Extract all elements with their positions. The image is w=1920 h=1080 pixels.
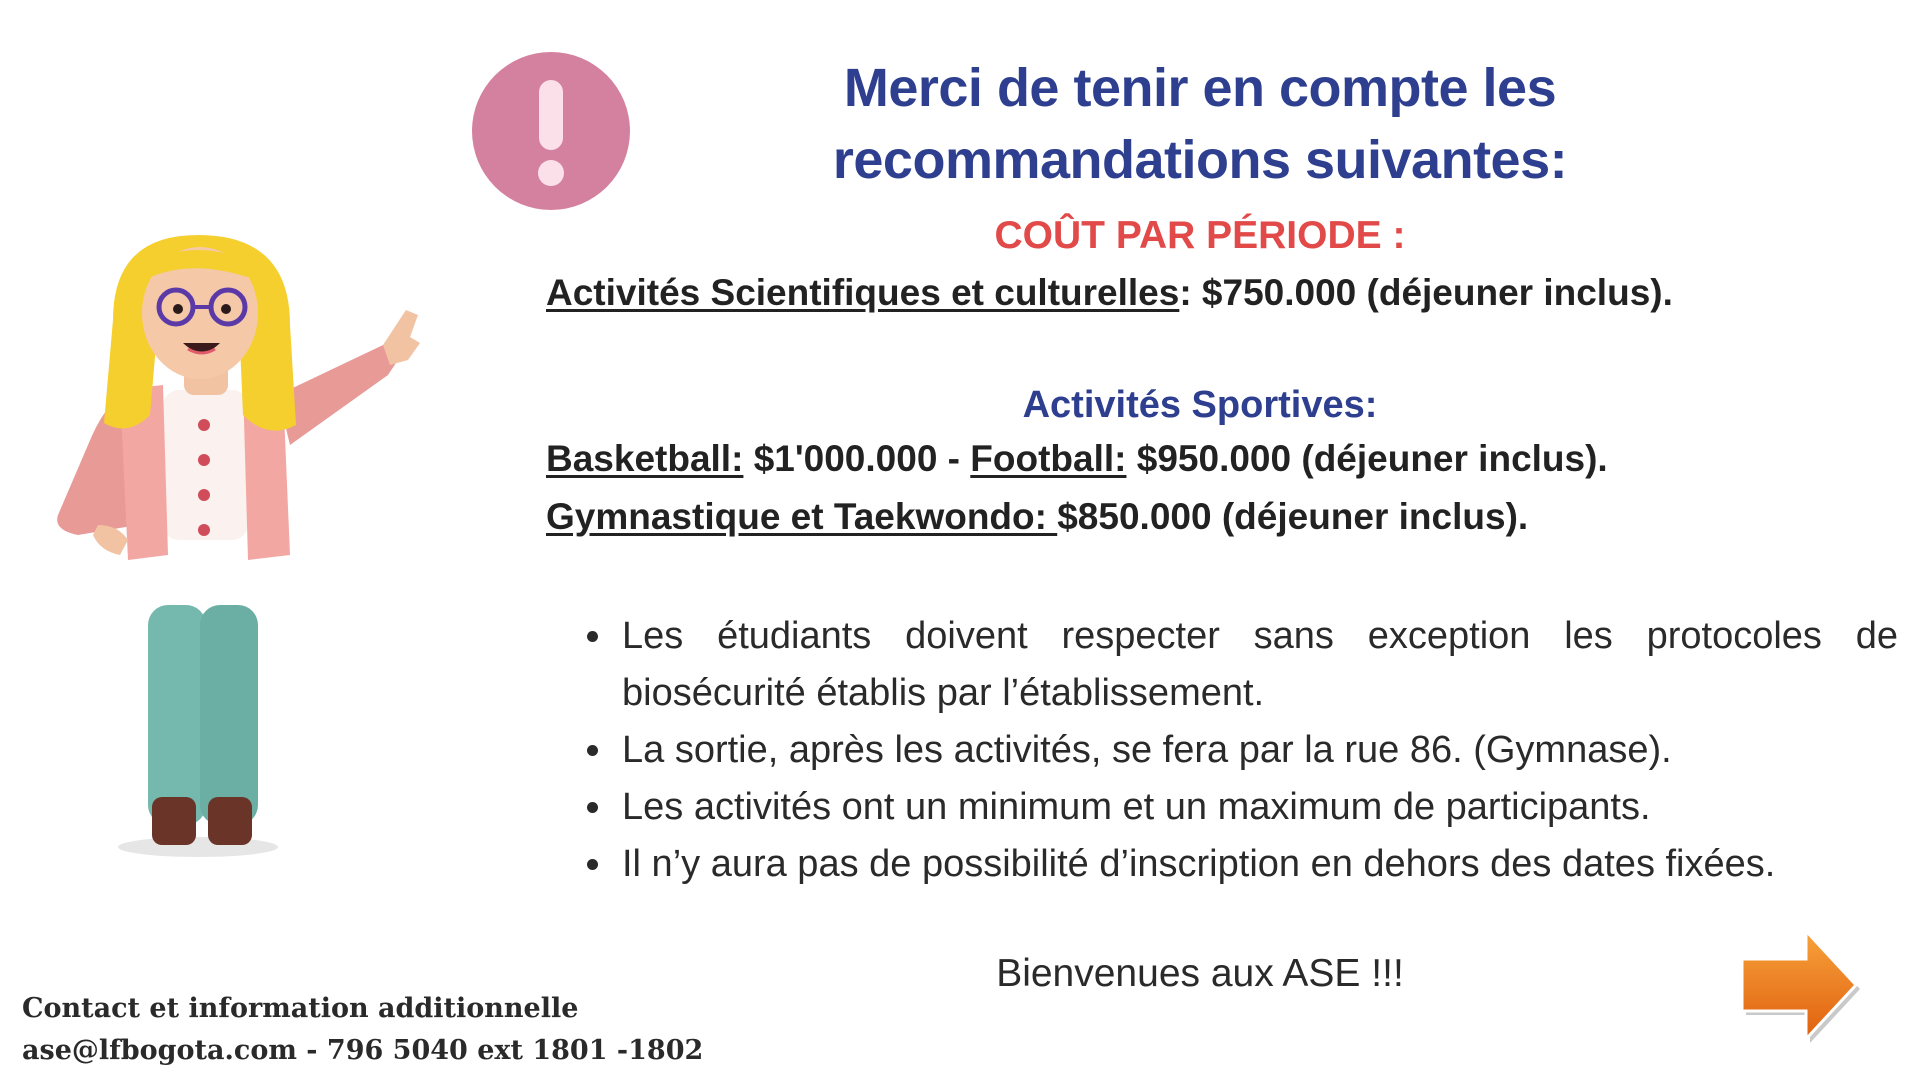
basketball-football-line <box>546 438 1608 480</box>
football-value: $950.000 (déjeuner inclus). <box>1126 438 1608 479</box>
science-label: Activités Scientifiques et culturelles <box>546 272 1180 313</box>
page-title <box>700 52 1700 196</box>
recommendations-list <box>580 608 1898 893</box>
cost-heading: COÛT PAR PÉRIODE : <box>994 214 1406 257</box>
character-illustration <box>28 225 448 865</box>
basketball-label: Basketball: <box>546 438 744 479</box>
arrow-right-icon[interactable] <box>1736 925 1862 1045</box>
exclamation-bar <box>539 80 563 150</box>
gym-label: Gymnastique et Taekwondo: <box>546 496 1058 537</box>
contact-details: ase@lfbogota.com - 796 5040 ext 1801 -1802 <box>22 1035 704 1066</box>
list-item: • Il n’y aura pas de possibilité d’inscription en dehors des dates fixées. <box>616 836 1898 893</box>
gym-value: $850.000 (déjeuner inclus). <box>1057 496 1529 537</box>
title-line-2: recommandations suivantes: <box>832 130 1568 190</box>
exclamation-dot <box>538 160 564 186</box>
football-label: Football: <box>970 438 1127 479</box>
gym-price-line <box>546 496 1528 538</box>
list-item: • La sortie, après les activités, se fera par la rue 86. (Gymnase). <box>616 722 1898 779</box>
sports-heading: Activités Sportives: <box>1022 384 1378 426</box>
basketball-value: $1'000.000 - <box>743 438 971 479</box>
contact-heading: Contact et information additionnelle <box>22 993 579 1024</box>
list-item: • Les étudiants doivent respecter sans exception les protocoles de biosécurité établis par l’établissement. <box>616 608 1898 722</box>
science-value: : $750.000 (déjeuner inclus). <box>1179 272 1673 313</box>
list-item: • Les activités ont un minimum et un maximum de participants. <box>616 779 1898 836</box>
science-price-line <box>546 272 1673 314</box>
exclamation-icon <box>472 52 630 210</box>
contact-block <box>22 988 703 1072</box>
welcome-text: Bienvenues aux ASE !!! <box>996 952 1404 995</box>
title-line-1: Merci de tenir en compte les <box>843 58 1557 118</box>
